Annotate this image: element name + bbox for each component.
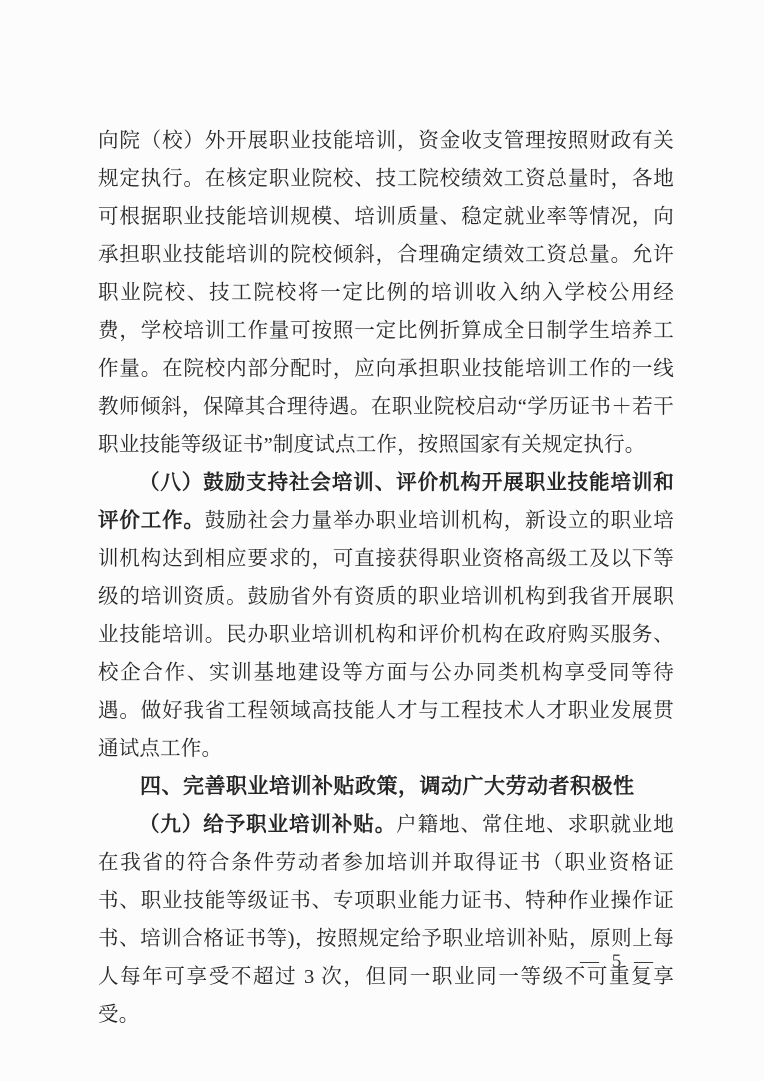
section-heading: 四、完善职业培训补贴政策，调动广大劳动者积极性 (140, 775, 635, 798)
item-8-lead: （八）鼓励支持社会培训、评价机构开展职业技能培训和评价工作。 (98, 472, 674, 532)
paragraph-continuation-text: 向院（校）外开展职业技能培训，资金收支管理按照财政有关规定执行。在核定职业院校、技工院校绩效工资总量时，各地可根据职业技能培训规模、培训质量、稳定就业率等情况，向承担职业技能培训的院校倾斜，合理确定绩效工资总量。允许职业院校、技工院校将一定比例的培训收入纳入学校公用经费，学校培训工作量可按照一定比例折算成全日制学生培养工作量。在院校内部分配时，应向承担职业技能培训工作的一线教师倾斜，保障其合理待遇。在职业院校启动“学历证书＋若干职业技能等级证书”制度试点工作，按照国家有关规定执行。 (98, 130, 674, 456)
document-body (98, 122, 674, 1034)
paragraph-continuation (98, 122, 674, 464)
item-9-lead: （九）给予职业培训补贴。 (139, 814, 397, 836)
item-8-text: 鼓励社会力量举办职业培训机构，新设立的职业培训机构达到相应要求的，可直接获得职业资格高级工及以下等级的培训资质。鼓励省外有资质的职业培训机构到我省开展职业技能培训。民办职业培训机构和评价机构在政府购买服务、校企合作、实训基地建设等方面与公办同类机构享受同等待遇。做好我省工程领域高技能人才与工程技术人才职业发展贯通试点工作。 (98, 510, 675, 760)
page-number: — 5 — (580, 951, 657, 972)
item-9-text: 户籍地、常住地、求职就业地在我省的符合条件劳动者参加培训并取得证书（职业资格证书、职业技能等级证书、专项职业能力证书、特种作业操作证书、培训合格证书等)，按照规定给予职业培训补贴，原则上每人每年可享受不超过 3 次，但同一职业同一等级不可重复享受。 (98, 814, 674, 1026)
paragraph-item-8 (98, 464, 674, 768)
paragraph-item-9 (98, 806, 674, 1034)
